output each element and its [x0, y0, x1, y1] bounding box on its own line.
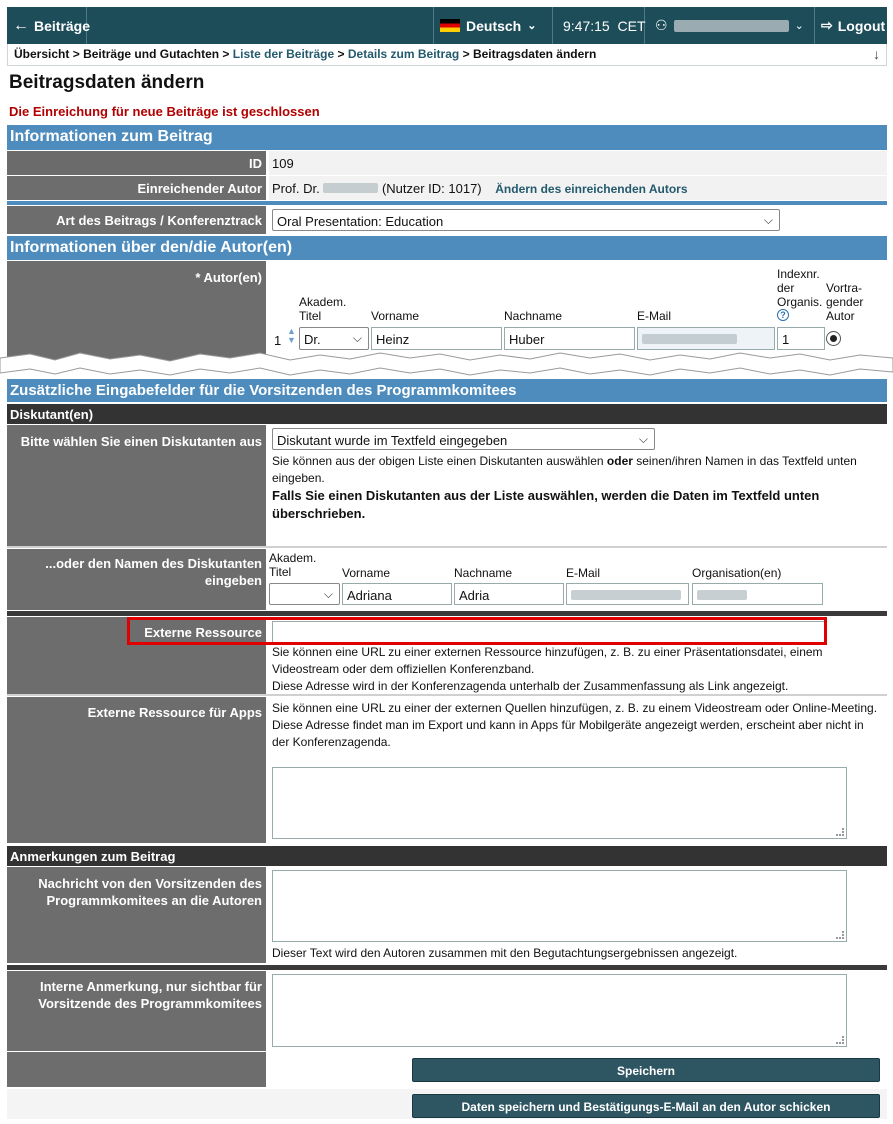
- discussant-select-row: [7, 425, 887, 546]
- id-value: 109: [269, 151, 887, 175]
- author-email-input[interactable]: [637, 327, 775, 350]
- clock: [553, 7, 645, 44]
- external-resource-apps-row: [7, 697, 887, 843]
- page-title: Beitragsdaten ändern: [9, 72, 205, 93]
- col-first-name: Vorname: [342, 566, 391, 580]
- col-last-name: Nachname: [504, 309, 563, 323]
- separator: [7, 201, 887, 205]
- separator: [7, 965, 887, 970]
- submitting-author-row: [7, 176, 887, 200]
- top-bar: [7, 7, 887, 44]
- internal-note-cell: [269, 971, 887, 1051]
- breadcrumb-current: Beitragsdaten ändern: [472, 47, 597, 61]
- col-academic-title: Akadem. Titel: [299, 295, 347, 323]
- discussant-last-name-input[interactable]: Adria: [454, 583, 564, 605]
- save-button[interactable]: Speichern: [412, 1058, 880, 1082]
- external-resource-apps-cell: [269, 697, 887, 843]
- breadcrumb-separator: >: [72, 47, 80, 61]
- discussant-name-cell: [269, 549, 887, 610]
- col-last-name: Nachname: [454, 566, 513, 580]
- back-label: Beiträge: [34, 17, 91, 34]
- contribution-type-select[interactable]: [272, 209, 780, 231]
- author-first-name-input[interactable]: Heinz: [371, 327, 502, 350]
- internal-note-row: [7, 971, 887, 1051]
- chevron-down-icon: ⌵: [352, 331, 362, 345]
- chevron-down-icon: ⌵: [323, 587, 333, 601]
- author-last-name-input[interactable]: Huber: [504, 327, 635, 350]
- author-title-value: Dr.: [304, 332, 321, 347]
- col-academic-title: Akadem. Titel: [269, 551, 317, 579]
- logout-label: Logout: [837, 17, 886, 34]
- reorder-arrows-icon[interactable]: ▲ ▼: [287, 326, 296, 345]
- col-email: E-Mail: [637, 309, 672, 323]
- external-resource-apps-textarea[interactable]: [272, 767, 847, 839]
- chevron-down-icon: ⌄: [794, 20, 804, 32]
- discussant-organisation-input[interactable]: [692, 583, 823, 605]
- chair-message-label: Nachricht von den Vorsitzenden des Programmkomitees an die Autoren: [7, 867, 266, 963]
- help-text-warning: Falls Sie einen Diskutanten aus der Liste auswählen, werden die Daten im Textfeld unten überschrieben.: [272, 488, 820, 521]
- subsection-discussants: Diskutant(en): [7, 404, 887, 424]
- arrow-down-icon[interactable]: ↓: [873, 46, 880, 62]
- discussant-title-select[interactable]: [269, 583, 340, 605]
- torn-page-edge: [0, 350, 893, 380]
- chevron-down-icon: ⌵: [638, 432, 648, 446]
- author-name-redacted: [323, 183, 378, 193]
- submitting-author-label: Einreichender Autor: [7, 176, 266, 200]
- change-author-link[interactable]: Ändern des einreichenden Autors: [495, 182, 688, 196]
- chair-message-cell: [269, 867, 887, 963]
- col-presenting-author: Vortra- gender Autor: [826, 281, 864, 323]
- authors-row: [7, 261, 887, 361]
- section-header-extra: Zusätzliche Eingabefelder für die Vorsitzenden des Programmkomitees: [7, 379, 887, 402]
- discussant-first-name-input[interactable]: Adriana: [342, 583, 452, 605]
- id-label: ID: [7, 151, 266, 175]
- chair-message-textarea[interactable]: [272, 870, 847, 942]
- internal-note-label: Interne Anmerkung, nur sichtbar für Vorsitzende des Programmkomitees: [7, 971, 266, 1051]
- contribution-type-value: Oral Presentation: Education: [277, 214, 444, 229]
- help-text-or: oder: [606, 454, 633, 468]
- submitting-author-value: [269, 176, 887, 200]
- breadcrumb-separator: >: [222, 47, 230, 61]
- row-number: 1: [274, 333, 282, 348]
- external-resource-apps-help: [272, 700, 879, 751]
- chevron-down-icon: ⌵: [763, 213, 773, 227]
- chevron-down-icon: ⌄: [527, 20, 537, 32]
- external-resource-help-2: Diese Adresse wird in der Konferenzagenda unterhalb der Zusammenfassung als Link angezeigt.: [272, 679, 789, 693]
- help-text-a: Sie können aus der obigen Liste einen Diskutanten auswählen: [272, 454, 607, 468]
- presenting-author-radio[interactable]: [826, 331, 841, 346]
- author-org-index-input[interactable]: 1: [777, 327, 825, 350]
- user-icon: ⚇: [655, 17, 668, 33]
- separator: [7, 546, 887, 548]
- apps-help-2: Diese Adresse findet man im Export und kann in Apps für Mobilgeräte angezeigt werden, erscheint aber nicht in der Konferenzagenda.: [272, 718, 864, 749]
- email-redacted: [642, 334, 737, 344]
- breadcrumb-separator: >: [462, 47, 470, 61]
- breadcrumb-list[interactable]: Liste der Beiträge: [232, 47, 335, 61]
- subsection-notes: Anmerkungen zum Beitrag: [7, 846, 887, 866]
- discussant-select-value: Diskutant wurde im Textfeld eingegeben: [277, 433, 508, 448]
- external-resource-help-1: Sie können eine URL zu einer externen Ressource hinzufügen, z. B. zu einer Präsentationsdatei, einem Videostream oder dem offiziellen Konferenzband.: [272, 645, 823, 676]
- breadcrumb: [7, 44, 887, 66]
- discussant-select-cell: [269, 425, 887, 546]
- discussant-select-label: Bitte wählen Sie einen Diskutanten aus: [7, 425, 266, 546]
- help-text-c: seinen/ihren Namen in das Textfeld unten eingeben.: [272, 454, 857, 485]
- breadcrumb-details[interactable]: Details zum Beitrag: [347, 47, 460, 61]
- separator: [7, 611, 887, 616]
- language-selector[interactable]: [433, 7, 553, 44]
- language-label: Deutsch: [466, 17, 522, 34]
- internal-note-textarea[interactable]: [272, 974, 847, 1047]
- col-organisation: Organisation(en): [692, 566, 782, 580]
- contribution-type-label: Art des Beitrags / Konferenztrack: [7, 206, 266, 234]
- author-userid: (Nutzer ID: 1017): [381, 181, 482, 196]
- arrow-left-icon: ←: [13, 16, 29, 34]
- save-and-email-button[interactable]: Daten speichern und Bestätigungs-E-Mail an den Autor schicken: [412, 1094, 880, 1118]
- contribution-type-row: [7, 206, 887, 234]
- contribution-type-cell: [269, 206, 887, 234]
- button-row-spacer: [7, 1052, 266, 1087]
- back-to-contributions-button[interactable]: [7, 7, 91, 44]
- logout-icon: ⇨: [821, 17, 833, 33]
- breadcrumb-contributions[interactable]: Beiträge und Gutachten: [83, 47, 220, 61]
- authors-label: * Autor(en): [7, 261, 266, 361]
- discussant-select[interactable]: [272, 428, 655, 450]
- chair-message-row: [7, 867, 887, 963]
- external-resource-apps-label: Externe Ressource für Apps: [7, 697, 266, 843]
- discussant-email-input[interactable]: [566, 583, 689, 605]
- id-row: [7, 151, 887, 175]
- user-menu[interactable]: [645, 7, 815, 44]
- col-email: E-Mail: [566, 566, 601, 580]
- external-resource-help: [272, 644, 879, 695]
- authors-table: [269, 261, 887, 361]
- submission-closed-notice: Die Einreichung für neue Beiträge ist geschlossen: [9, 104, 320, 119]
- highlight-box: [127, 617, 827, 645]
- section-header-info: Informationen zum Beitrag: [7, 125, 887, 150]
- discussant-help: [272, 453, 877, 523]
- username-redacted: [674, 20, 789, 32]
- logout-button[interactable]: [815, 7, 887, 44]
- chair-message-help: Dieser Text wird den Autoren zusammen mit den Begutachtungsergebnissen angezeigt.: [272, 946, 738, 960]
- external-resource-label: Externe Ressource: [7, 617, 266, 694]
- discussant-name-row: [7, 549, 887, 610]
- separator: [7, 694, 887, 696]
- german-flag-icon: [440, 19, 460, 32]
- apps-help-1: Sie können eine URL zu einer der externen Quellen hinzufügen, z. B. zu einem Videostream oder Online-Meeting.: [272, 701, 878, 715]
- help-icon[interactable]: ?: [777, 309, 789, 321]
- discussant-name-label: ...oder den Namen des Diskutanten eingeben: [7, 549, 266, 610]
- breadcrumb-separator: >: [337, 47, 345, 61]
- email-redacted: [571, 590, 681, 600]
- col-org-index: Indexnr. der Organis.: [777, 267, 823, 309]
- section-header-authors: Informationen über den/die Autor(en): [7, 236, 887, 260]
- author-title-select[interactable]: [299, 327, 369, 350]
- timezone: CET: [617, 17, 646, 34]
- organisation-redacted: [697, 590, 747, 600]
- col-first-name: Vorname: [371, 309, 420, 323]
- breadcrumb-overview[interactable]: Übersicht: [14, 47, 70, 61]
- author-prefix: Prof. Dr.: [272, 181, 320, 196]
- time-value: 9:47:15: [563, 17, 610, 34]
